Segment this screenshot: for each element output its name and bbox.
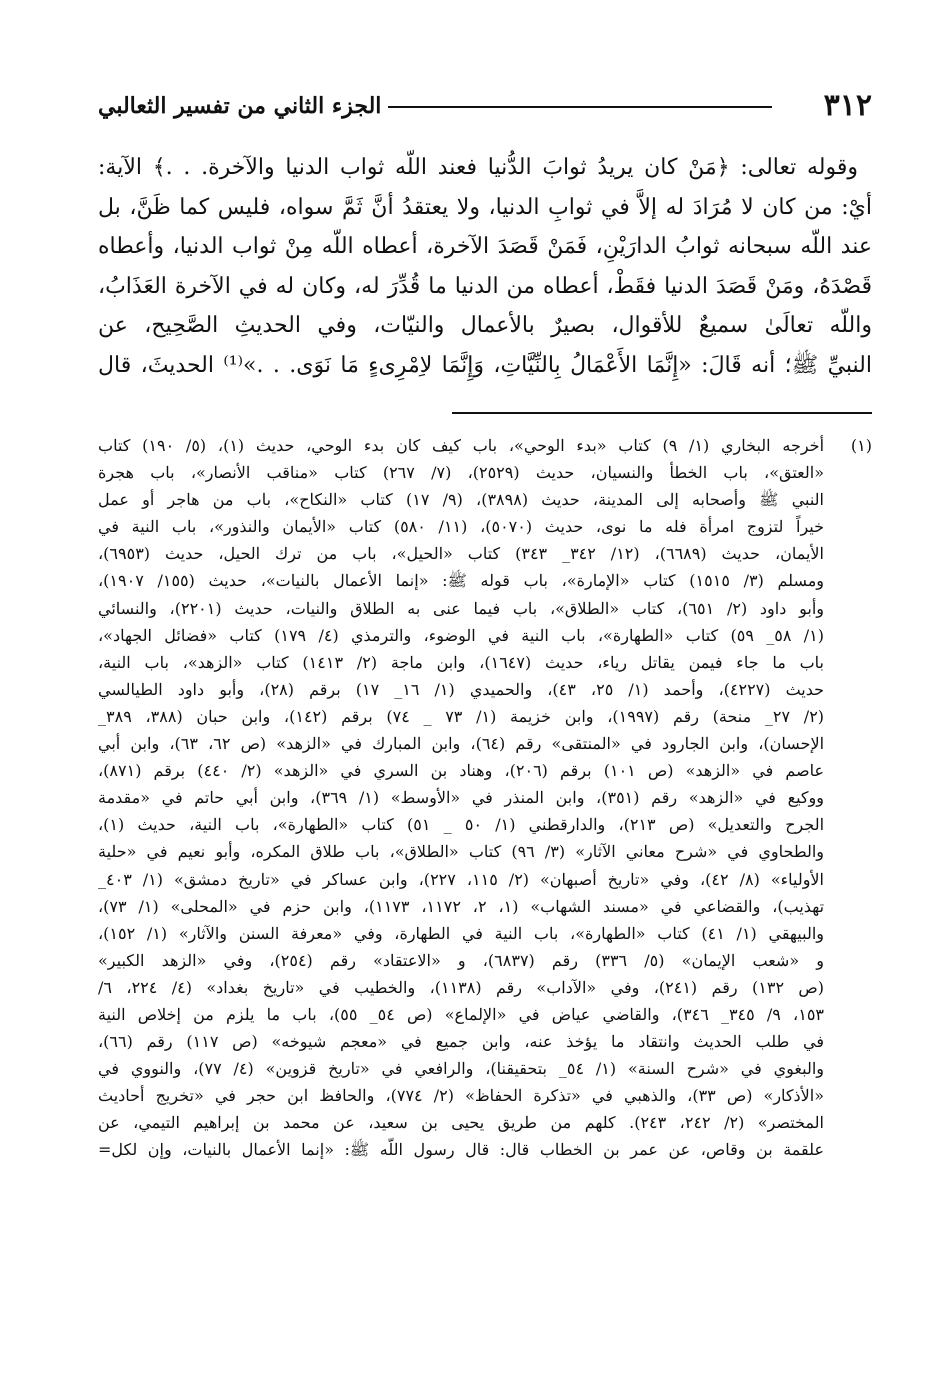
main-text-line: النبيِّ ﷺ؛ أنه قَالَ: «إِنَّمَا الأَعْمَالُ بِالنِّيَّاتِ، وَإِنَّمَا لاِمْرِىءٍ مَا نَوَى. . .»⁽¹⁾ الحديثَ، قال <box>98 352 872 378</box>
footnote-line: «الأذكار» (ص ٣٣)، والذهبي في «تذكرة الحفاظ» (٢/ ٧٧٤)، والحافظ ابن حجر في «تخريج أحاديث <box>98 1086 825 1106</box>
footnote-body <box>98 432 824 1164</box>
footnote-line: ومسلم (٣/ ١٥١٥) كتاب «الإمارة»، باب قوله ﷺ: «إنما الأعمال بالنيات»، حديث (١٥٥/ ١٩٠٧)، <box>98 571 825 591</box>
footnote-line: علقمة بن وقاص، عن عمر بن الخطاب قال: قال رسول اللّه ﷺ: «إنما الأعمال بالنيات، وإن لكل= <box>98 1140 824 1160</box>
footnote-line: والطحاوي في «شرح معاني الآثار» (٣/ ٩٦) كتاب «الطلاق»، باب طلاق المكره، وأبو نعيم في «حلية <box>98 842 825 862</box>
footnote-line: خيراً لتزوج امرأة فله ما نوى، حديث (٥٠٧٠)، (١١/ ٥٨٠) كتاب «الأيمان والنذور»، باب النية في <box>98 517 825 537</box>
footnote <box>98 432 872 1164</box>
footnote-line: الإحسان)، وابن الجارود في «المنتقى» رقم (٦٤)، وابن المبارك في «الزهد» (ص ٦٢، ٦٣)، وابن أبي <box>98 734 825 754</box>
footnote-line: (٢/ ٢٧_ منحة) رقم (١٩٩٧)، وابن خزيمة (١/ ٧٣ _ ٧٤) برقم (١٤٢)، وابن حبان (٣٨٨، ٣٨٩_ <box>98 706 825 726</box>
header-rule <box>388 106 772 108</box>
main-text <box>98 148 872 385</box>
footnote-line: النبي ﷺ وأصحابه إلى المدينة، حديث (٣٨٩٨)، (٩/ ١٧) كتاب «النكاح»، باب من هاجر أو عمل <box>98 490 825 510</box>
main-text-line: قَصْدَهُ، ومَنْ قَصَدَ الدنيا فقَطْ، أعطاه من الدنيا ما قُدِّرَ له، وكان له في الآخرة العَذَابُ، <box>98 273 872 299</box>
footnote-line: ووكيع في «الزهد» رقم (٣٥١)، وابن المنذر في «الأوسط» (١/ ٣٦٩)، وابن أبي حاتم في «مقدمة <box>98 788 825 808</box>
main-paragraph <box>98 148 872 385</box>
footnote-line: والبيهقي (١/ ٤١) كتاب «الطهارة»، باب النية في الطهارة، وفي «معرفة السنن والآثار» (١/ ١٥٢)، <box>98 923 824 943</box>
footnote-line: الأيمان، حديث (٦٦٨٩)، (١٢/ ٣٤٢_ ٣٤٣) كتاب «الحيل»، باب من ترك الحيل، حديث (٦٩٥٣)، <box>98 544 825 564</box>
main-text-line: عند اللّه سبحانه ثوابُ الدارَيْنِ، فَمَنْ قَصَدَ الآخرة، أعطاه اللّه مِنْ ثواب الدنيا، وأعطاه <box>98 234 872 259</box>
main-text-line: وقوله تعالى: ﴿مَنْ كان يريدُ ثوابَ الدُّنيا فعند اللّه ثواب الدنيا والآخرة. . .﴾ الآية: <box>98 155 858 180</box>
footnote-line: أخرجه البخاري (١/ ٩) كتاب «بدء الوحي»، باب كيف كان بدء الوحي، حديث (١)، (٥/ ١٩٠) كتاب <box>98 436 825 455</box>
footnote-line: «العتق»، باب الخطأ والنسيان، حديث (٢٥٢٩)، (٧/ ٢٦٧) كتاب «مناقب الأنصار»، باب هجرة <box>98 463 825 483</box>
main-text-line: واللّه تعالَىٰ سميعٌ للأقوال، بصيرٌ بالأعمال والنيّات، وفي الحديثِ الصَّحِيح، عن <box>98 313 872 338</box>
footnote-line: تهذيب)، والقضاعي في «مسند الشهاب» (١، ٢، ١١٧٢، ١١٧٣)، وابن حزم في «المحلى» (١/ ٧٣)، <box>98 896 825 916</box>
running-title: الجزء الثاني من تفسير الثعالبي <box>98 93 382 119</box>
main-text-line: أيْ: من كان لا مُرَادَ له إلاَّ في ثوابِ الدنيا، ولا يعتقدُ أنَّ ثَمَّ سواه، فليس كما ظَنَّ، بل <box>98 194 872 220</box>
footnote-line: (ص ١٣٢) رقم (٢٤١)، وفي «الآداب» رقم (١١٣٨)، والخطيب في «تاريخ بغداد» (٤/ ٢٢٤، ٦/ <box>98 977 825 997</box>
footnote-line: وأبو داود (٢/ ٦٥١)، كتاب «الطلاق»، باب فيما عنى به الطلاق والنيات، حديث (٢٢٠١)، والنسائي <box>98 598 824 618</box>
footnote-line: في طلب الحديث وانتقاد ما يؤخذ عنه، وابن جميع في «معجم شيوخه» (ص ١١٧) رقم (٦٦)، <box>98 1032 824 1052</box>
footnote-line: (١/ ٥٨_ ٥٩) كتاب «الطهارة»، باب النية في الوضوء، والترمذي (٤/ ١٧٩) كتاب «فضائل الجهاد»، <box>98 625 824 645</box>
footnote-separator <box>452 412 872 414</box>
page-number: ٣١٢ <box>823 88 872 123</box>
footnote-line: والبغوي في «شرح السنة» (١/ ٥٤_ بتحقيقنا)، والرافعي في «تاريخ قزوين» (٤/ ٧٧)، والنووي في <box>98 1059 825 1079</box>
footnote-line: الجرح والتعديل» (ص ٢١٣)، والدارقطني (١/ ٥٠ _ ٥١) كتاب «الطهارة»، باب النية، حديث (١)، <box>98 815 825 835</box>
footnote-line: باب ما جاء فيمن يقاتل رياء، حديث (١٦٤٧)، وابن ماجة (٢/ ١٤١٣) كتاب «الزهد»، باب النية، <box>98 652 825 672</box>
footnote-line: الأولياء» (٨/ ٤٢)، وفي «تاريخ أصبهان» (٢/ ١١٥، ٢٢٧)، وابن عساكر في «تاريخ دمشق» (١/ ٤٠٣_ <box>98 869 825 889</box>
page-header <box>98 86 872 126</box>
footnote-line: ١٥٣، ٩/ ٣٤٥_ ٣٤٦)، والقاضي عياض في «الإلماع» (ص ٥٤_ ٥٥)، باب ما يلزم من إخلاص النية <box>98 1004 825 1024</box>
footnote-line: عاصم في «الزهد» (ص ١٠١) برقم (٢٠٦)، وهناد بن السري في «الزهد» (٢/ ٤٤٠) برقم (٨٧١)، <box>98 761 825 781</box>
footnote-line: حديث (٤٢٢٧)، وأحمد (١/ ٢٥، ٤٣)، والحميدي (١/ ١٦_ ١٧) برقم (٢٨)، وأبو داود الطيالسي <box>98 679 825 699</box>
footnote-line: و «شعب الإيمان» (٥/ ٣٣٦) رقم (٦٨٣٧)، و «الاعتقاد» رقم (٢٥٤)، وفي «الزهد الكبير» <box>98 950 824 970</box>
footnote-line: المختصر» (٢/ ٢٤٢، ٢٤٣). كلهم من طريق يحيى بن سعيد، عن محمد بن إبراهيم التيمي، عن <box>98 1113 824 1133</box>
footnote-marker: (١) <box>850 436 872 455</box>
